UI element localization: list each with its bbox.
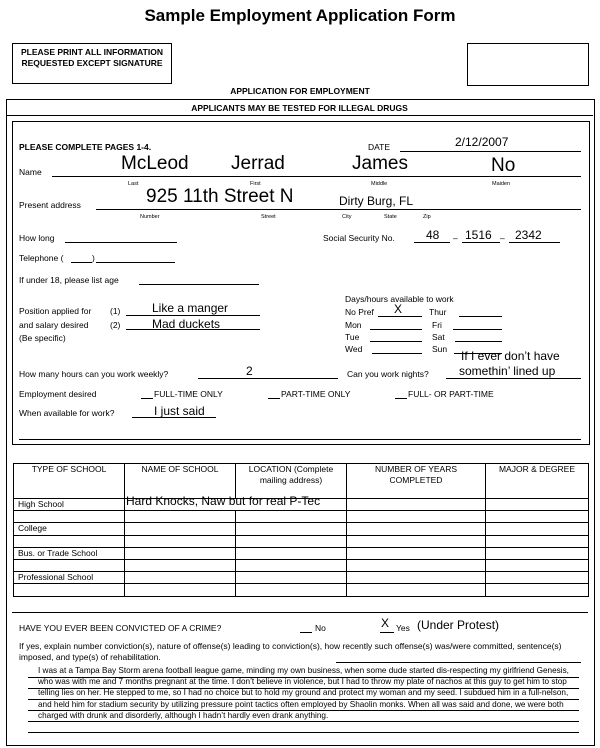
middle-sublabel: Middle: [371, 181, 388, 187]
telephone-close: ): [92, 253, 95, 263]
office-use-box: [467, 43, 589, 86]
table-row: [14, 499, 589, 511]
days-available-label: Days/hours available to work: [345, 294, 454, 304]
address-line: [96, 209, 581, 210]
school-name-cell[interactable]: [125, 511, 236, 523]
explain-rule-5: [28, 721, 579, 722]
date-line: [400, 151, 581, 152]
first-name-value[interactable]: Jerrad: [231, 153, 285, 174]
position-line-1: [126, 315, 260, 316]
tue-line: [370, 341, 422, 342]
table-row: [14, 523, 589, 535]
crime-yes-option[interactable]: Yes: [396, 623, 410, 633]
location-cell[interactable]: [236, 511, 347, 523]
last-sublabel: Last: [128, 181, 139, 187]
wed-label: Wed: [345, 344, 363, 354]
application-heading: APPLICATION FOR EMPLOYMENT: [230, 86, 370, 96]
ssn-part-1[interactable]: 48: [426, 228, 440, 242]
ssn-line-2: [462, 242, 500, 243]
location-cell[interactable]: [236, 535, 347, 547]
sun-label: Sun: [432, 344, 448, 354]
location-cell[interactable]: [236, 559, 347, 571]
type-of-school-header: TYPE OF SCHOOL: [14, 464, 125, 499]
explain-line-0: [336, 662, 581, 663]
mon-label: Mon: [345, 320, 362, 330]
position-label-2: and salary desired: [19, 320, 89, 330]
maiden-sublabel: Maiden: [492, 181, 511, 187]
school-type-cell: [14, 559, 125, 571]
how-long-line: [65, 242, 177, 243]
form-title: Sample Employment Application Form: [144, 6, 456, 25]
under-18-line: [139, 284, 259, 285]
complete-pages-note: PLEASE COMPLETE PAGES 1-4.: [19, 142, 152, 152]
table-row: [14, 511, 589, 523]
school-type-cell: Bus. or Trade School: [14, 547, 125, 559]
explain-rule-6: [28, 732, 579, 733]
drug-test-heading: APPLICANTS MAY BE TESTED FOR ILLEGAL DRUGS: [191, 103, 408, 113]
crime-yes-mark[interactable]: X: [381, 616, 390, 630]
degree-cell[interactable]: [486, 499, 589, 511]
extra-line: [19, 439, 581, 440]
table-row: [14, 584, 589, 596]
city-sublabel: City: [342, 214, 352, 220]
major-degree-header: [486, 464, 589, 499]
location-cell[interactable]: [236, 523, 347, 535]
telephone-area-line: [71, 262, 92, 263]
ssn-line-3: [509, 242, 560, 243]
crime-yes-note: (Under Protest): [417, 618, 500, 632]
when-available-value[interactable]: I just said: [154, 404, 205, 418]
number-sublabel: Number: [140, 214, 160, 220]
thur-line: [459, 316, 502, 317]
telephone-line: [96, 262, 175, 263]
no-pref-line: [378, 316, 422, 317]
school-type-cell: [14, 584, 125, 596]
street-value[interactable]: 925 11th Street N: [146, 186, 294, 207]
how-long-label: How long: [19, 233, 55, 243]
nights-value-line-2[interactable]: somethin’ lined up: [459, 364, 556, 378]
years-completed-header-text: NUMBER OF YEARS COMPLETED: [374, 464, 458, 485]
ssn-dash-2: –: [500, 233, 505, 243]
degree-cell[interactable]: [486, 535, 589, 547]
crime-no-option[interactable]: No: [315, 623, 326, 633]
mon-line: [370, 329, 422, 330]
degree-cell[interactable]: [486, 523, 589, 535]
nights-value-line-1[interactable]: If I ever don’t have: [461, 349, 560, 363]
address-label: Present address: [19, 200, 81, 210]
position-num-1: (1): [110, 306, 121, 316]
location-header-text: LOCATION (Complete mailing address): [248, 464, 334, 485]
ssn-dash-1: –: [453, 233, 458, 243]
school-name-cell[interactable]: [125, 494, 347, 511]
city-value[interactable]: Dirty Burg, FL: [339, 194, 414, 208]
drug-heading-underline: [6, 115, 593, 116]
years-cell[interactable]: [347, 559, 486, 571]
school-name-cell[interactable]: [125, 559, 236, 571]
years-cell[interactable]: [347, 523, 486, 535]
street-sublabel: Street: [261, 214, 276, 220]
years-cell[interactable]: [347, 572, 486, 584]
telephone-label: Telephone (: [19, 253, 64, 263]
wed-line: [372, 353, 422, 354]
print-notice-text: PLEASE PRINT ALL INFORMATION REQUESTED EXCEPT SIGNATURE: [21, 47, 163, 68]
no-pref-label: No Pref: [345, 307, 374, 317]
table-row: [14, 572, 589, 584]
degree-cell[interactable]: [486, 547, 589, 559]
ssn-part-2[interactable]: 1516: [465, 228, 492, 242]
maiden-name-value[interactable]: No: [491, 155, 516, 176]
hours-weekly-label: How many hours can you work weekly?: [19, 369, 169, 379]
when-available-label: When available for work?: [19, 408, 115, 418]
state-sublabel: State: [384, 214, 397, 220]
school-type-cell: Professional School: [14, 572, 125, 584]
under-18-label: If under 18, please list age: [19, 275, 119, 285]
sat-line: [455, 341, 502, 342]
table-row: [14, 547, 589, 559]
crime-explanation-value[interactable]: I was at a Tampa Bay Storm arena football league game, minding my own business, when some dude started dis-respecting my girlfriend Genesis, who was with me and 7 months pregnant at the time. I don’t believe in violence, but I had to throw my plate of nachos at this guy to get him to stop telling lies on her. He stepped to me, so I had no choice but to hold my ground and protect my woman and my seed. I subdued him in a full-nelson, and held him for stadium security by utilizing pressure point tactics often employed by Shaolin monks. When all was said and done, we were both charged with drunk and disorderly, although I hadn’t hardly even drank anything.: [38, 666, 569, 720]
ssn-part-3[interactable]: 2342: [515, 228, 542, 242]
position-num-2: (2): [110, 320, 121, 330]
name-label: Name: [19, 167, 42, 177]
table-row: [14, 535, 589, 547]
employment-desired-label: Employment desired: [19, 389, 97, 399]
last-name-value[interactable]: McLeod: [121, 153, 189, 174]
zip-sublabel: Zip: [423, 214, 431, 220]
years-cell[interactable]: [347, 499, 486, 511]
crime-question: HAVE YOU EVER BEEN CONVICTED OF A CRIME?: [19, 623, 222, 633]
position-value-1[interactable]: Like a manger: [152, 301, 229, 315]
part-time-checkline: [268, 398, 280, 399]
years-cell[interactable]: [347, 547, 486, 559]
sat-label: Sat: [432, 332, 445, 342]
position-value-2[interactable]: Mad duckets: [152, 317, 221, 331]
years-completed-header: [347, 464, 486, 499]
ssn-label: Social Security No.: [323, 233, 395, 243]
school-name-cell[interactable]: [125, 547, 236, 559]
fri-label: Fri: [432, 320, 442, 330]
nights-line: [446, 378, 581, 379]
school-type-cell: College: [14, 523, 125, 535]
degree-cell[interactable]: [486, 584, 589, 596]
location-cell[interactable]: [236, 572, 347, 584]
middle-name-value[interactable]: James: [352, 153, 408, 174]
school-type-cell: High School: [14, 499, 125, 511]
school-type-cell: [14, 535, 125, 547]
name-of-school-header: NAME OF SCHOOL: [125, 464, 236, 499]
school-name-cell[interactable]: [125, 584, 236, 596]
education-table: [13, 463, 589, 597]
position-label-1: Position applied for: [19, 306, 92, 316]
position-label-3: (Be specific): [19, 333, 66, 343]
full-time-option[interactable]: FULL-TIME ONLY: [154, 389, 223, 399]
nights-label: Can you work nights?: [347, 369, 429, 379]
full-or-part-time-option[interactable]: FULL- OR PART-TIME: [408, 389, 494, 399]
ssn-line-1: [414, 242, 450, 243]
location-cell[interactable]: [236, 547, 347, 559]
date-value[interactable]: 2/12/2007: [455, 135, 509, 149]
date-label: DATE: [368, 142, 391, 152]
degree-cell[interactable]: [486, 559, 589, 571]
school-name-cell[interactable]: [125, 523, 236, 535]
part-time-option[interactable]: PART-TIME ONLY: [281, 389, 351, 399]
crime-explain-instructions: If yes, explain number conviction(s), nature of offense(s) leading to conviction(s), how recently such offense(s) was/were committed, sentence(s) imposed, and type(s) of rehabilitation.: [19, 641, 562, 662]
table-row: [14, 559, 589, 571]
school-name-cell[interactable]: [125, 535, 236, 547]
hours-weekly-line: [198, 378, 338, 379]
years-cell[interactable]: [347, 584, 486, 596]
either-checkline: [395, 398, 407, 399]
full-time-checkline: [141, 398, 153, 399]
location-cell[interactable]: [236, 584, 347, 596]
fri-line: [453, 329, 502, 330]
degree-cell[interactable]: [486, 572, 589, 584]
crime-no-line: [300, 632, 312, 633]
print-notice-box: [12, 43, 172, 84]
first-sublabel: First: [250, 181, 261, 187]
years-cell[interactable]: [347, 511, 486, 523]
thur-label: Thur: [429, 307, 447, 317]
tue-label: Tue: [345, 332, 360, 342]
years-cell[interactable]: [347, 535, 486, 547]
school-name-cell[interactable]: [125, 572, 236, 584]
school-type-cell: [14, 511, 125, 523]
crime-yes-line: [380, 632, 394, 633]
major-degree-header-text: MAJOR & DEGREE: [498, 464, 576, 474]
degree-cell[interactable]: [486, 511, 589, 523]
high-school-name-value: Hard Knocks, Naw but for real P-Tec: [126, 494, 321, 508]
no-pref-mark[interactable]: X: [394, 302, 403, 316]
crime-section-divider: [12, 612, 588, 613]
hours-weekly-value[interactable]: 2: [246, 364, 253, 378]
